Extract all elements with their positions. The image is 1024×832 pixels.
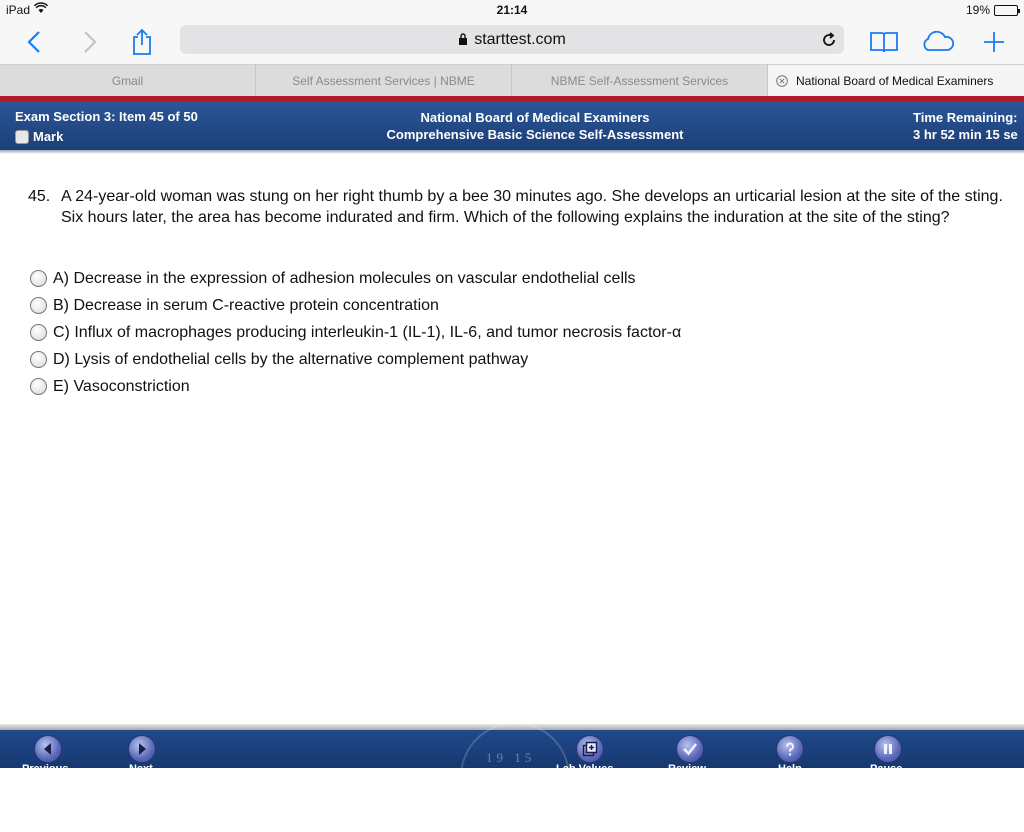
lock-icon — [458, 32, 468, 50]
answer-option-e[interactable] — [30, 373, 681, 400]
url-text: starttest.com — [474, 31, 566, 48]
address-bar[interactable] — [180, 25, 844, 54]
nbme-seal-watermark — [460, 722, 570, 832]
answer-option-c[interactable] — [30, 319, 681, 346]
next-icon — [135, 742, 149, 756]
battery-percent: 19% — [965, 3, 990, 17]
tab-national-board[interactable]: National Board of Medical Examiners — [768, 65, 1024, 97]
answer-option-a[interactable] — [30, 265, 681, 292]
header-shadow — [0, 150, 1024, 154]
time-remaining-label: Time Remaining: — [913, 110, 1018, 125]
pause-button[interactable] — [874, 735, 902, 763]
radio-button[interactable] — [30, 270, 47, 287]
pause-icon — [881, 742, 895, 756]
question-stem — [28, 186, 1004, 228]
share-icon[interactable] — [126, 26, 158, 58]
option-label: E) Vasoconstriction — [53, 377, 190, 395]
radio-button[interactable] — [30, 324, 47, 341]
pause-label: Pause — [870, 763, 903, 775]
review-label: Review — [668, 763, 706, 775]
seal-year: 19 15 — [486, 750, 536, 765]
forward-icon[interactable] — [74, 26, 106, 58]
tab-gmail[interactable]: Gmail — [0, 65, 256, 97]
next-label: Next — [129, 763, 153, 775]
radio-button[interactable] — [30, 297, 47, 314]
lab-values-label: Lab Values — [556, 763, 614, 775]
battery-icon — [994, 5, 1018, 16]
answer-options — [30, 265, 681, 400]
exam-section-label: Exam Section 3: Item 45 of 50 — [15, 109, 198, 124]
mark-label: Mark — [33, 129, 64, 144]
bookmarks-icon[interactable] — [868, 26, 900, 58]
question-number: 45. — [28, 188, 51, 205]
browser-toolbar — [0, 20, 1024, 64]
exam-header — [0, 102, 1024, 150]
tab-self-assessment-services[interactable]: Self Assessment Services | NBME — [256, 65, 512, 97]
exam-title: Comprehensive Basic Science Self-Assessment — [386, 127, 684, 142]
mark-checkbox[interactable] — [15, 130, 29, 144]
mark-toggle[interactable] — [15, 129, 198, 144]
previous-icon — [41, 742, 55, 756]
clock: 21:14 — [496, 3, 528, 17]
review-button[interactable] — [676, 735, 704, 763]
status-bar — [0, 0, 1024, 20]
answer-option-b[interactable] — [30, 292, 681, 319]
lab-values-icon — [582, 741, 598, 757]
tab-bar — [0, 64, 1024, 96]
help-label: Help — [778, 763, 802, 775]
help-button[interactable] — [776, 735, 804, 763]
org-name: National Board of Medical Examiners — [420, 110, 650, 125]
time-remaining-value: 3 hr 52 min 15 se — [913, 127, 1018, 142]
previous-label: Previous — [22, 763, 69, 775]
option-label: D) Lysis of endothelial cells by the alternative complement pathway — [53, 350, 529, 368]
option-label: A) Decrease in the expression of adhesion molecules on vascular endothelial cells — [53, 269, 636, 287]
radio-button[interactable] — [30, 378, 47, 395]
new-tab-icon[interactable] — [978, 26, 1010, 58]
tab-nbme-self-assessment[interactable]: NBME Self-Assessment Services — [512, 65, 768, 97]
help-question-icon — [782, 741, 798, 757]
close-tab-icon[interactable] — [776, 75, 788, 87]
lab-values-button[interactable] — [576, 735, 604, 763]
previous-button[interactable] — [34, 735, 62, 763]
icloud-tabs-icon[interactable] — [922, 26, 954, 58]
answer-option-d[interactable] — [30, 346, 681, 373]
next-button[interactable] — [128, 735, 156, 763]
radio-button[interactable] — [30, 351, 47, 368]
device-name: iPad — [6, 3, 31, 17]
review-checkmark-icon — [682, 741, 698, 757]
option-label: C) Influx of macrophages producing interleukin-1 (IL-1), IL-6, and tumor necrosis factor-α — [53, 323, 682, 341]
back-icon[interactable] — [18, 26, 50, 58]
exam-footer — [0, 730, 1024, 775]
question-text: A 24-year-old woman was stung on her right thumb by a bee 30 minutes ago. She develops an urticarial lesion at the site of the sting. Six hours later, the area has become indurated and firm. Which of the following explains the induration at the site of the sting? — [61, 188, 1003, 226]
option-label: B) Decrease in serum C-reactive protein concentration — [53, 296, 439, 314]
reload-icon[interactable] — [820, 31, 838, 49]
